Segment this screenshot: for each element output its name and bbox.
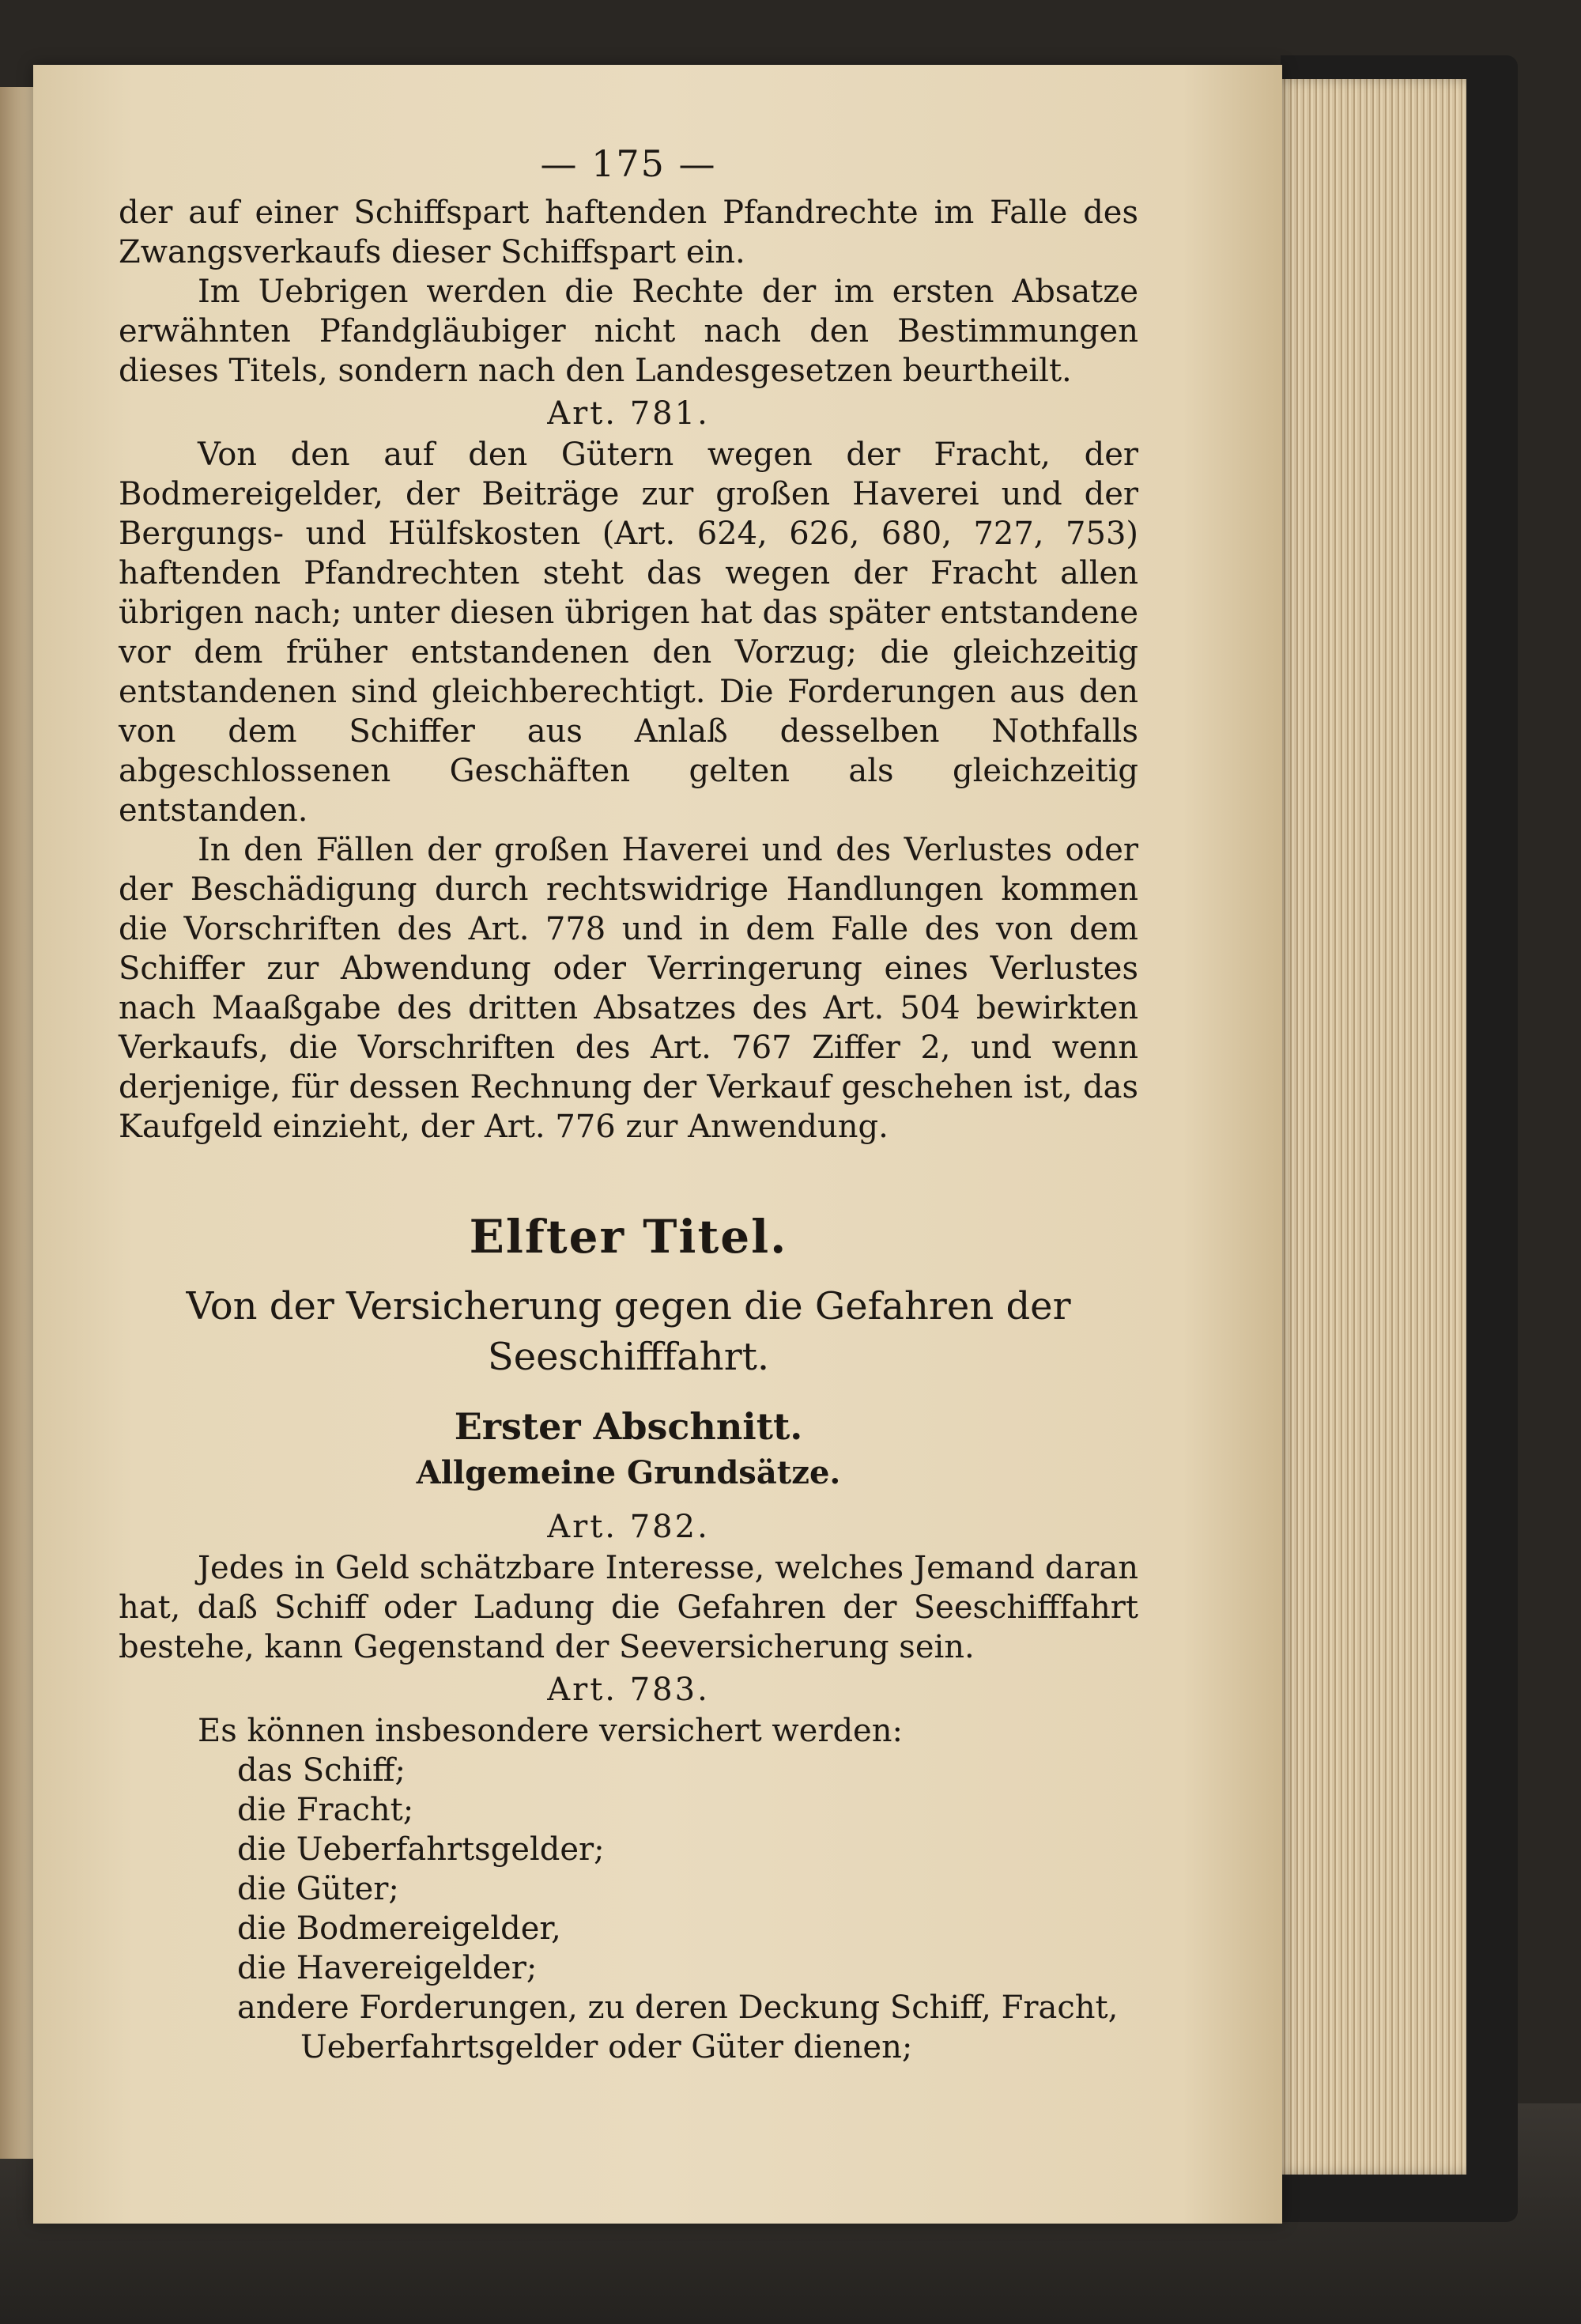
list-item: die Bodmereigelder, bbox=[237, 1910, 561, 1947]
article-heading-782: Art. 782. bbox=[547, 1509, 710, 1545]
paragraph: Von den auf den Gütern wegen der Fracht, der Bodmereigelder, der Beiträge zur großen Haverei und der Bergungs- und Hülfskosten (Art. 624, 626, 680, 727, 753) haftenden Pfandrechten steht das wegen der Fracht allen übrigen nach; unter diesen übrigen hat das später entstandene vor dem früher entstandenen den Vorzug; die gleichzeitig entstandenen sind gleichberechtigt. Die Forderungen aus den von dem Schiffer aus Anlaß desselben Nothfalls abgeschlossenen Geschäften gelten als gleichzeitig entstanden. bbox=[119, 436, 1138, 829]
paragraph: In den Fällen der großen Haverei und des Verlustes oder der Beschädigung durch rechtswidrige Handlungen kommen die Vorschriften des Art. 778 und in dem Falle des von dem Schiffer zur Abwendung oder Verringerung eines Verlustes nach Maaßgabe des dritten Absatzes des Art. 504 bewirkten Verkaufs, die Vorschriften des Art. 767 Ziffer 2, und wenn derjenige, für dessen Rechnung der Verkauf geschehen ist, das Kaufgeld einzieht, der Art. 776 zur Anwendung. bbox=[119, 832, 1138, 1145]
section-heading: Erster Abschnitt. bbox=[454, 1405, 803, 1448]
subsection-heading: Allgemeine Grundsätze. bbox=[416, 1454, 841, 1491]
list-item: Ueberfahrtsgelder oder Güter dienen; bbox=[300, 2029, 913, 2065]
article-heading-783: Art. 783. bbox=[547, 1672, 710, 1708]
page-text bbox=[119, 144, 1138, 2067]
paragraph: Jedes in Geld schätzbare Interesse, welches Jemand daran hat, daß Schiff oder Ladung die Gefahren der Seeschifffahrt bestehe, kann Gegenstand der Seeversicherung sein. bbox=[119, 1550, 1138, 1665]
list-item: die Güter; bbox=[237, 1871, 399, 1907]
list-item: die Ueberfahrtsgelder; bbox=[237, 1831, 605, 1868]
book-page bbox=[33, 65, 1282, 2224]
list-item: die Fracht; bbox=[237, 1792, 414, 1828]
paragraph: Im Uebrigen werden die Rechte der im ersten Absatze erwähnten Pfandgläubiger nicht nach den Bestimmungen dieses Titels, sondern nach den Landesgesetzen beurtheilt. bbox=[119, 274, 1138, 389]
facing-page-edge bbox=[0, 87, 38, 2159]
list-intro: Es können insbesondere versichert werden: bbox=[198, 1713, 903, 1749]
title-heading: Elfter Titel. bbox=[469, 1210, 788, 1264]
paragraph: der auf einer Schiffspart haftenden Pfandrechte im Falle des Zwangsverkaufs dieser Schiffspart ein. bbox=[119, 195, 1138, 270]
list-item: das Schiff; bbox=[237, 1752, 406, 1789]
list-item: andere Forderungen, zu deren Deckung Schiff, Fracht, bbox=[237, 1990, 1119, 2026]
article-heading-781: Art. 781. bbox=[547, 395, 710, 432]
list-item: die Havereigelder; bbox=[237, 1950, 538, 1986]
page-number: — 175 — bbox=[540, 142, 717, 185]
title-subheading: Von der Versicherung gegen die Gefahren der Seeschifffahrt. bbox=[186, 1284, 1071, 1379]
insurable-items-list bbox=[119, 1751, 1138, 2067]
page-block-edge bbox=[1269, 79, 1466, 2175]
